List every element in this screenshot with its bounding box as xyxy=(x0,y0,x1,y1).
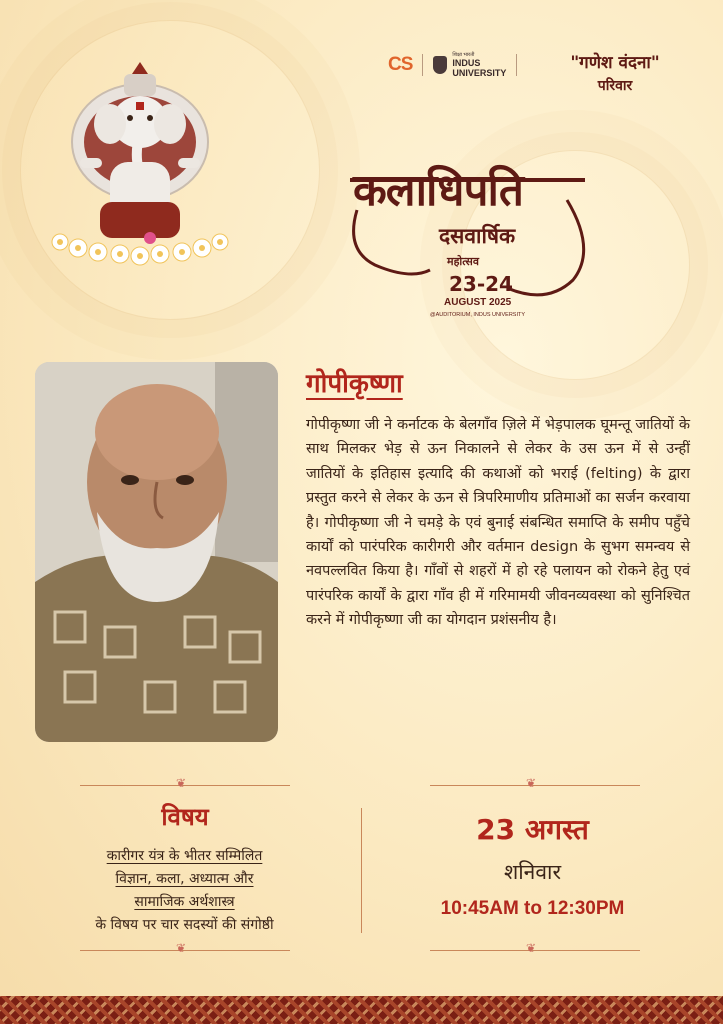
cs-logo: CS xyxy=(388,54,413,75)
vertical-divider xyxy=(361,808,362,933)
event-dates: 23-24 xyxy=(449,272,513,296)
topic-line: विज्ञान, कला, अध्यात्म और xyxy=(115,871,254,887)
artist-name: गोपीकृष्णा xyxy=(306,369,403,399)
logo-divider xyxy=(422,54,423,76)
university-name: UNIVERSITY xyxy=(452,68,507,78)
ornament-icon: ❦ xyxy=(526,941,537,955)
org-name xyxy=(540,50,690,95)
indus-university-logo xyxy=(433,52,506,78)
topic-description xyxy=(52,845,317,937)
org-subtitle: परिवार xyxy=(597,78,633,94)
artist-portrait-illustration xyxy=(35,362,278,742)
topic-heading: विषय xyxy=(161,803,209,831)
ganesha-idol-image xyxy=(40,62,240,277)
indus-tagline: शिक्षा भारती xyxy=(452,52,475,58)
event-title-block xyxy=(335,140,600,325)
artist-bio: गोपीकृष्णा जी ने कर्नाटक के बेलगाँव ज़िले में भेड़पालक घूमन्तू जातियों के साथ मिलकर भेड़ से ऊन निकालने से लेकर के उस ऊन में से उन्हीं जातियों के इतिहास इत्यादि की कथाओं को भराई (felting) के द्वारा प्रस्तुत करने से लेकर के ऊन से त्रिपरिमाणीय प्रतिमाओं का सर्जन करवाया है। गोपीकृष्णा जी ने चमड़े के एवं बुनाई संबन्धित समाप्ति के समीप पहुँचे कार्यों को पारंपरिक कारीगरी और वर्तमान design के सुभग समन्वय से नवपल्लवित किया है। गाँवों से शहरों में हो रहे पलायन को रोकने हेतु एवं पारंपरिक कार्यों के द्वारा गाँव ही में गरिमामयी जीवनव्यवस्था को सुनिश्चित करने में गोपीकृष्णा जी का योगदान प्रशंसनीय है। xyxy=(306,417,690,629)
topic-line: के विषय पर चार सदस्यों की संगोष्ठी xyxy=(95,917,274,933)
decorative-border xyxy=(0,996,723,1024)
ornament-icon: ❦ xyxy=(176,941,187,955)
indus-name: INDUS xyxy=(452,58,481,68)
indus-emblem-icon xyxy=(433,56,447,74)
topic-line: कारीगर यंत्र के भीतर सम्मिलित xyxy=(106,848,263,864)
partner-logos xyxy=(388,52,517,78)
session-time: 10:45AM to 12:30PM xyxy=(440,898,625,919)
event-festival-label: महोत्सव xyxy=(447,255,479,268)
topic-line: सामाजिक अर्थशास्त्र xyxy=(134,894,235,910)
session-date: 23 अगस्त xyxy=(476,813,589,846)
org-title: "गणेश वंदना" xyxy=(570,53,660,73)
indus-logo-text xyxy=(452,52,506,78)
ornament-icon: ❦ xyxy=(176,776,187,790)
logo-divider xyxy=(516,54,517,76)
ornament-icon: ❦ xyxy=(526,776,537,790)
artist-photo xyxy=(35,362,278,742)
session-day: शनिवार xyxy=(503,860,562,884)
event-month-year: AUGUST 2025 xyxy=(444,297,512,308)
event-title: कलाधिपति xyxy=(353,165,523,216)
event-venue: @AUDITORIUM, INDUS UNIVERSITY xyxy=(430,312,526,318)
event-subtitle: दसवार्षिक xyxy=(439,224,516,248)
